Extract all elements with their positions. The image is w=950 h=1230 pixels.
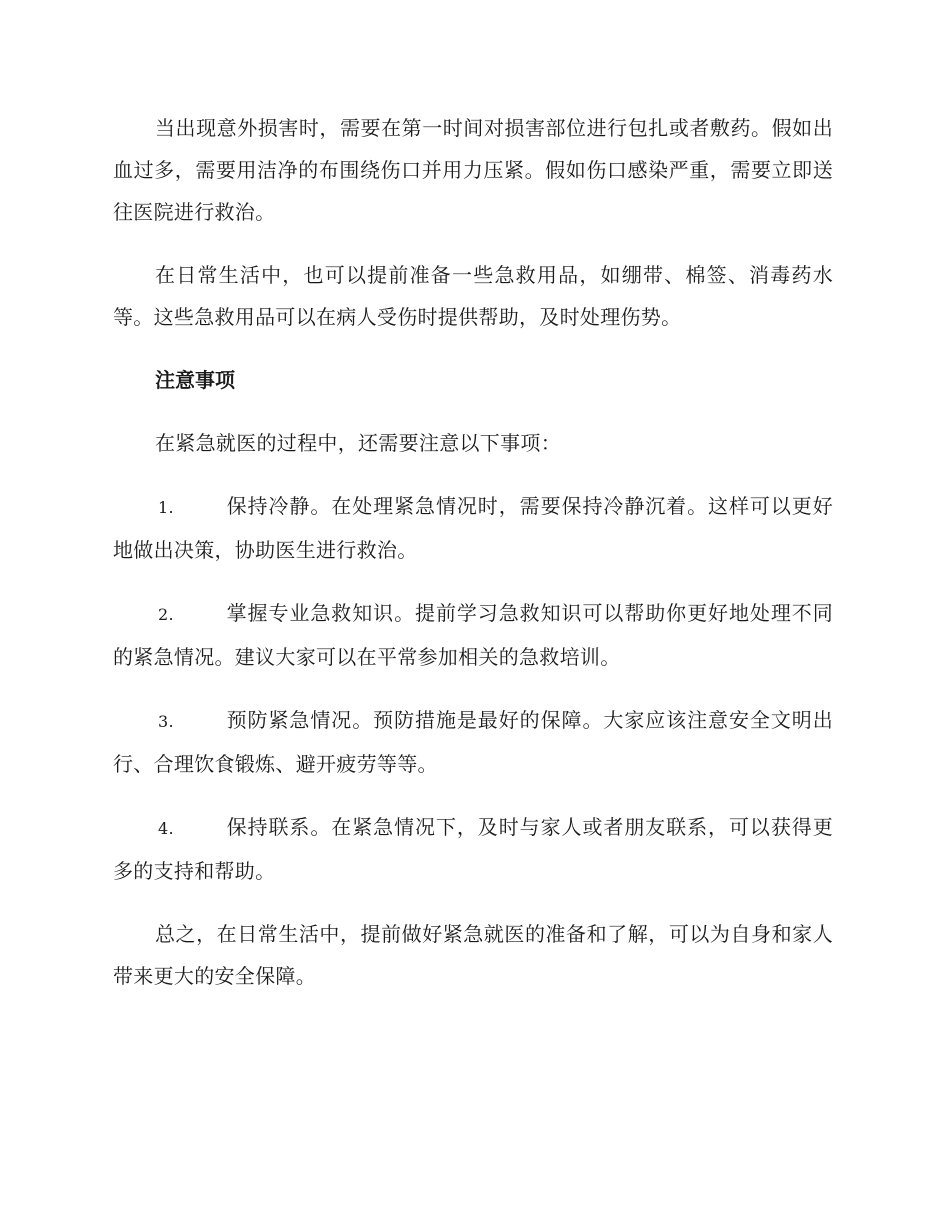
list-item <box>113 699 833 785</box>
section-heading: 注意事项 <box>155 368 235 392</box>
list-item <box>113 592 833 678</box>
document-page <box>113 107 833 1018</box>
list-number: 1. <box>158 498 174 517</box>
list-text: 掌握专业急救知识。提前学习急救知识可以帮助你更好地处理不同的紧急情况。建议大家可以在平常参加相关的急救培训。 <box>113 601 833 669</box>
list-number: 4. <box>158 819 174 838</box>
list-number: 3. <box>158 712 174 731</box>
list-number: 2. <box>158 605 174 624</box>
list-item <box>113 806 833 892</box>
list-item <box>113 485 833 571</box>
section-intro: 在紧急就医的过程中，还需要注意以下事项： <box>155 431 561 455</box>
paragraph-injury-care: 当出现意外损害时，需要在第一时间对损害部位进行包扎或者敷药。假如出血过多，需要用洁净的布围绕伤口并用力压紧。假如伤口感染严重，需要立即送往医院进行救治。 <box>113 116 833 224</box>
list-text: 保持联系。在紧急情况下，及时与家人或者朋友联系，可以获得更多的支持和帮助。 <box>113 815 833 883</box>
paragraph-conclusion: 总之，在日常生活中，提前做好紧急就医的准备和了解，可以为自身和家人带来更大的安全保障。 <box>113 922 833 988</box>
list-text: 预防紧急情况。预防措施是最好的保障。大家应该注意安全文明出行、合理饮食锻炼、避开疲劳等等。 <box>113 708 833 776</box>
paragraph-first-aid-supplies: 在日常生活中，也可以提前准备一些急救用品，如绷带、棉签、消毒药水等。这些急救用品可以在病人受伤时提供帮助，及时处理伤势。 <box>113 263 833 329</box>
list-text: 保持冷静。在处理紧急情况时，需要保持冷静沉着。这样可以更好地做出决策，协助医生进行救治。 <box>113 494 833 562</box>
